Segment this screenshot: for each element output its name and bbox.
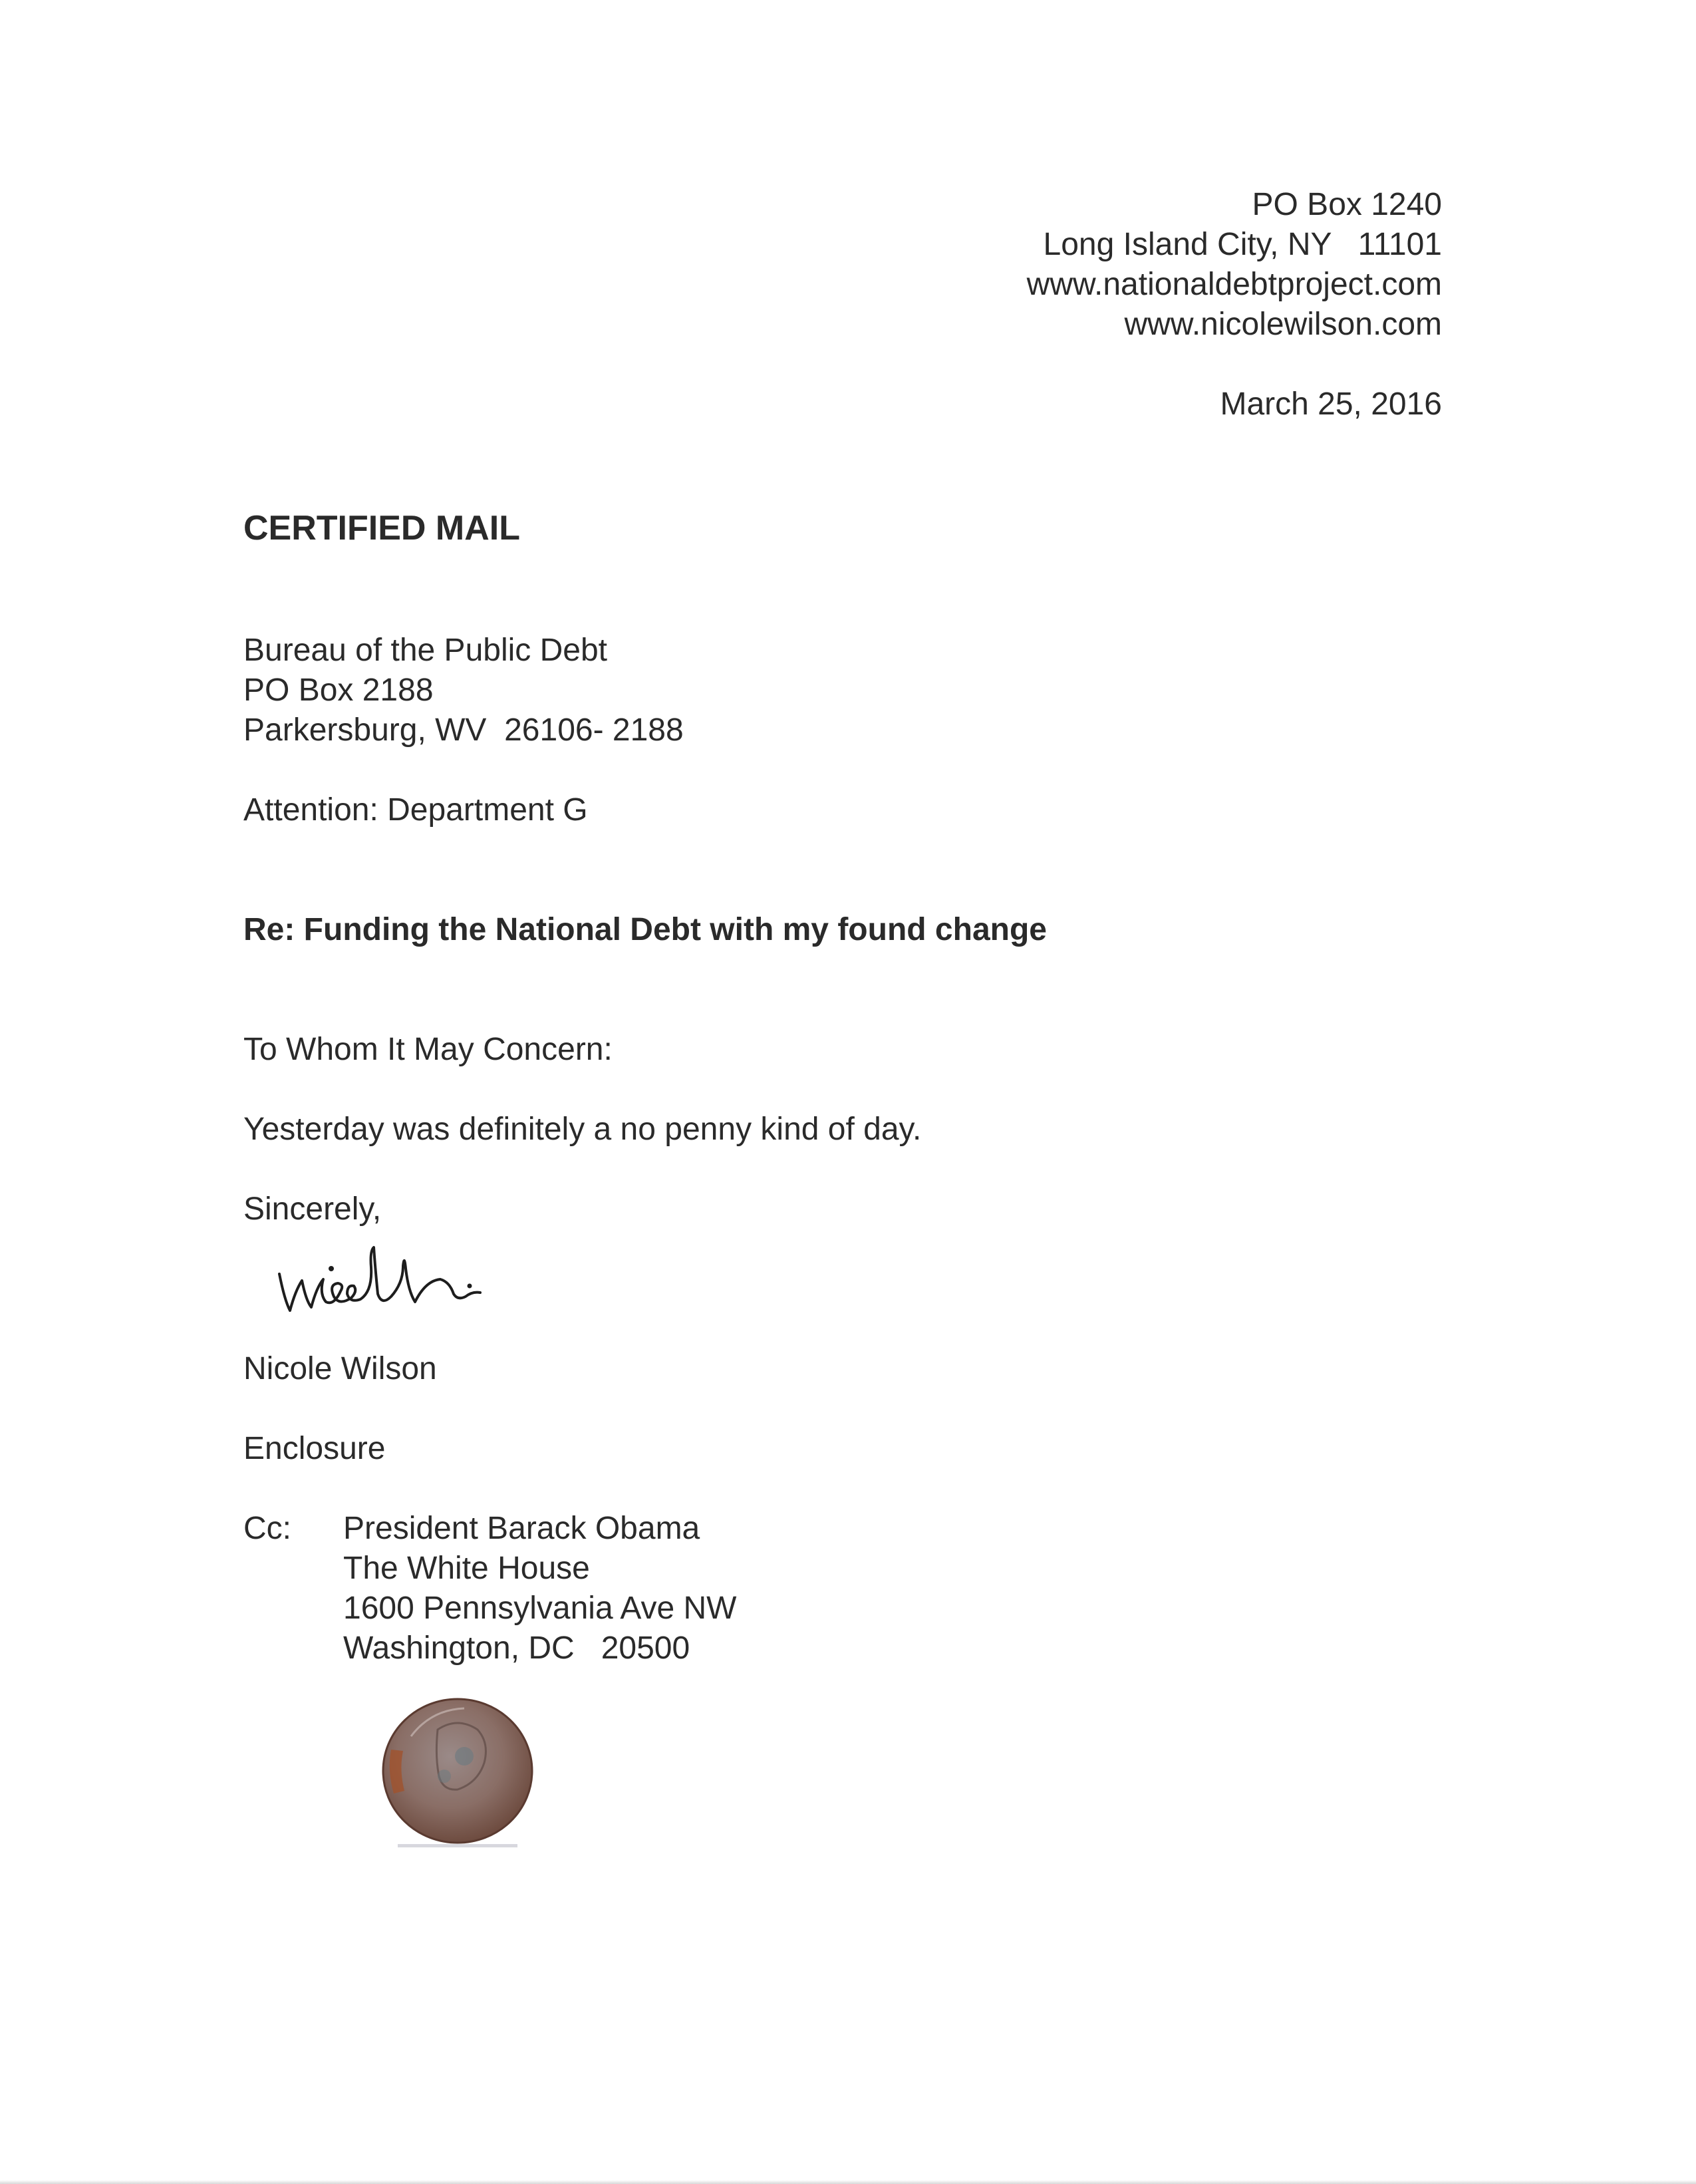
sender-city-line: Long Island City, NY 11101 <box>1043 227 1442 262</box>
handwritten-signature <box>273 1227 605 1327</box>
body-text: Yesterday was definitely a no penny kind of day. <box>243 1112 922 1147</box>
closing: Sincerely, <box>243 1191 382 1227</box>
signer-name: Nicole Wilson <box>243 1351 437 1386</box>
recipient-po-box: PO Box 2188 <box>243 673 434 708</box>
cc-line-3: 1600 Pennsylvania Ave NW <box>343 1591 737 1626</box>
recipient-city-line: Parkersburg, WV 26106- 2188 <box>243 712 684 748</box>
cc-line-1: President Barack Obama <box>343 1511 700 1546</box>
attention-line: Attention: Department G <box>243 792 588 828</box>
scan-bottom-edge <box>0 2180 1696 2184</box>
recipient-name: Bureau of the Public Debt <box>243 633 608 668</box>
salutation: To Whom It May Concern: <box>243 1032 613 1067</box>
enclosure-label: Enclosure <box>243 1431 386 1466</box>
cc-line-4: Washington, DC 20500 <box>343 1631 690 1666</box>
sender-website-2: www.nicolewilson.com <box>1124 307 1442 342</box>
sender-website-1: www.nationaldebtproject.com <box>1026 267 1442 302</box>
letter-date: March 25, 2016 <box>1220 387 1442 422</box>
cc-label: Cc: <box>243 1511 291 1546</box>
cc-line-2: The White House <box>343 1551 590 1586</box>
penny-coin-image <box>378 1690 537 1849</box>
subject-line: Re: Funding the National Debt with my found change <box>243 912 1047 947</box>
sender-po-box: PO Box 1240 <box>1252 187 1442 222</box>
mail-type-heading: CERTIFIED MAIL <box>243 509 520 547</box>
